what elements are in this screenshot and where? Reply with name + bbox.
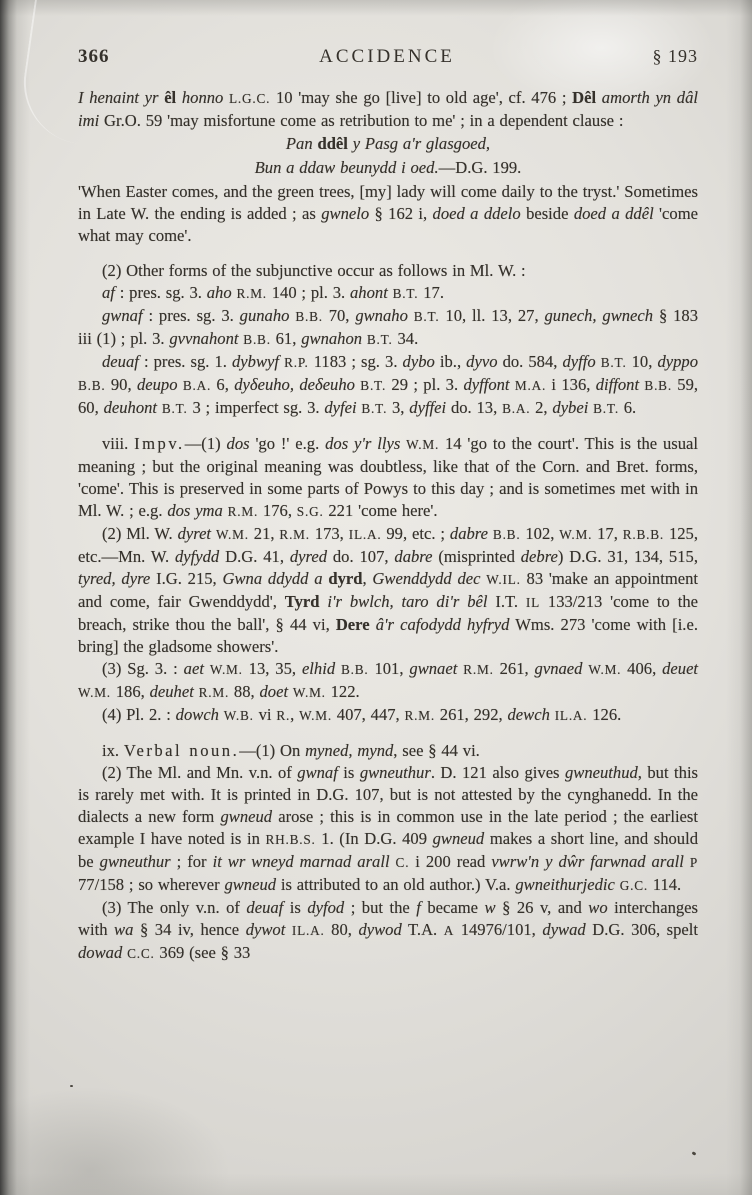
page-header bbox=[78, 46, 698, 68]
text-run: dyffont bbox=[463, 375, 510, 394]
text-run: 'come what may come'. bbox=[78, 204, 698, 245]
text-run: dabre bbox=[394, 547, 433, 566]
text-run: B.B. bbox=[644, 378, 672, 393]
text-run: 3, bbox=[387, 398, 410, 417]
text-run: gwneithurjedic bbox=[515, 875, 615, 894]
text-run: dyppo bbox=[657, 352, 699, 371]
text-run: dyfydd bbox=[175, 547, 220, 566]
text-run: B.A. bbox=[182, 378, 212, 393]
scan-speck bbox=[692, 1151, 697, 1156]
text-run: L.G.C. bbox=[229, 91, 271, 106]
text-run: viii. bbox=[102, 434, 135, 453]
text-run: dos bbox=[226, 434, 250, 453]
text-run: R.M. bbox=[463, 662, 494, 677]
text-run: y Pasg a'r glasgoed, bbox=[347, 134, 491, 153]
text-run: 133/213 'come to the breach, strike thou the ball', § 44 vi, bbox=[78, 592, 698, 634]
text-run: 29 ; pl. 3. bbox=[386, 375, 464, 394]
paragraph bbox=[78, 433, 698, 523]
text-run: dyfei bbox=[324, 398, 357, 417]
text-run: gwnaf bbox=[102, 306, 143, 325]
text-run: S.G. bbox=[296, 504, 324, 519]
text-run: —D.G. 199. bbox=[438, 158, 522, 177]
text-run: 261, bbox=[493, 659, 535, 678]
text-run: dywad bbox=[542, 920, 586, 939]
text-run: af bbox=[102, 283, 115, 302]
text-run: aho bbox=[206, 283, 232, 302]
text-run: dybo bbox=[402, 352, 435, 371]
text-run: dywod bbox=[358, 920, 402, 939]
text-run: i 200 read bbox=[409, 852, 492, 871]
text-run: ahont bbox=[350, 283, 388, 302]
text-run: D.G. 306, spelt bbox=[585, 920, 698, 939]
text-run: 83 'make an appointment and come, fair Gwenddydd', bbox=[78, 569, 699, 611]
text-run: became bbox=[420, 898, 485, 917]
text-run: amorth yn dâl imi bbox=[78, 88, 698, 130]
text-run: interchanges with bbox=[78, 898, 698, 939]
text-run: R. bbox=[276, 708, 291, 723]
text-run: B.T. bbox=[593, 401, 619, 416]
text-run: dyfod bbox=[307, 898, 345, 917]
text-run: vi bbox=[253, 705, 277, 724]
paragraph bbox=[78, 181, 698, 247]
text-run: vwrw'n y dŵr farwnad arall bbox=[491, 852, 684, 871]
text-run: elhid bbox=[301, 659, 336, 678]
text-run: B.B. bbox=[243, 332, 271, 347]
text-run: ddêl bbox=[317, 134, 348, 153]
text-run: 176, bbox=[258, 501, 297, 520]
text-run: gwnaho bbox=[355, 306, 408, 325]
paragraph bbox=[78, 260, 698, 282]
text-run: R.M. bbox=[198, 685, 230, 700]
text-run: is bbox=[283, 898, 308, 917]
text-run: êl bbox=[164, 88, 177, 107]
text-run: debre bbox=[520, 547, 558, 566]
text-run: 6. bbox=[618, 398, 637, 417]
text-run: 'go !' e.g. bbox=[249, 434, 326, 453]
text-run: 13, 35, bbox=[242, 659, 302, 678]
text-run: deuhont bbox=[103, 398, 158, 417]
text-run: dewch bbox=[507, 705, 550, 724]
text-run: Verbal noun. bbox=[123, 741, 240, 760]
text-run: W.M. bbox=[588, 662, 622, 677]
text-run: (2) The Ml. and Mn. v.n. of bbox=[102, 763, 298, 782]
text-run: w bbox=[484, 898, 496, 917]
text-run: dowch bbox=[175, 705, 219, 724]
text-run: T.A. bbox=[401, 920, 444, 939]
text-run: C. bbox=[395, 855, 410, 870]
text-run: gunaho bbox=[239, 306, 290, 325]
text-run: dabre bbox=[449, 524, 489, 543]
paragraph bbox=[78, 762, 698, 897]
text-run: I henaint yr bbox=[78, 88, 165, 107]
text-run: 369 (see § 33 bbox=[154, 943, 251, 962]
text-run: ix. bbox=[102, 741, 124, 760]
text-run: Gwenddydd dec bbox=[372, 569, 481, 588]
text-run: IL.A. bbox=[291, 923, 325, 938]
text-run: (misprinted bbox=[432, 547, 521, 566]
text-run: 114. bbox=[647, 875, 682, 894]
text-run: 14 'go to the court'. This is the usual meaning ; but the original meaning was doubtless, like that of the Corn. and Bret. forms, 'come'. This is preserved in some parts of Powys to this day ; and is sometimes met with in Ml. W. ; e.g. bbox=[78, 434, 699, 520]
paragraph bbox=[78, 282, 698, 305]
text-run: Gwna ddydd a bbox=[222, 569, 329, 588]
text-run: W.M. bbox=[559, 527, 593, 542]
text-run: 80, bbox=[324, 920, 359, 939]
text-run: § 162 i, bbox=[369, 204, 433, 223]
text-run: Bun a ddaw beunydd i oed. bbox=[254, 158, 439, 177]
text-run: 221 'come here'. bbox=[323, 501, 438, 520]
text-run: B.B. bbox=[341, 662, 369, 677]
text-run: dyffo bbox=[562, 352, 596, 371]
text-run: 261, 292, bbox=[434, 705, 508, 724]
text-run: 77/158 ; so wherever bbox=[78, 875, 225, 894]
text-run: beside bbox=[520, 204, 574, 223]
text-run: dybei bbox=[552, 398, 589, 417]
text-run: (2) Other forms of the subjunctive occur as follows in Ml. W. : bbox=[102, 261, 526, 280]
text-run: I.G. 215, bbox=[150, 569, 223, 588]
text-run: gvnaed bbox=[534, 659, 583, 678]
text-run: W.M. bbox=[209, 662, 243, 677]
text-run: W.M. bbox=[215, 527, 249, 542]
paragraph bbox=[78, 351, 698, 420]
text-run: 99, etc. ; bbox=[381, 524, 450, 543]
text-run: 10, bbox=[626, 352, 658, 371]
text-run: R.P. bbox=[284, 355, 309, 370]
text-run: B.B. bbox=[295, 309, 323, 324]
text-run: is attributed to an old author.) V.a. bbox=[276, 875, 516, 894]
paragraph bbox=[78, 305, 698, 351]
text-run: diffont bbox=[595, 375, 640, 394]
page-body bbox=[78, 87, 698, 965]
paragraph bbox=[78, 523, 698, 658]
text-run: dybwyf bbox=[231, 352, 279, 371]
text-run: B.B. bbox=[492, 527, 521, 542]
text-run: gwnaet bbox=[409, 659, 458, 678]
text-run: A bbox=[443, 923, 455, 938]
text-run: 90, bbox=[105, 375, 137, 394]
text-run: dyδeuho, deδeuho bbox=[234, 375, 355, 394]
text-run: 14976/101, bbox=[454, 920, 543, 939]
text-run: gwnaf bbox=[297, 763, 338, 782]
text-run: deuet bbox=[662, 659, 699, 678]
text-run: 21, bbox=[248, 524, 280, 543]
text-run: deupo bbox=[136, 375, 178, 394]
text-run: B.B. bbox=[78, 378, 106, 393]
text-run: W.M. bbox=[292, 685, 326, 700]
paragraph bbox=[78, 658, 698, 704]
text-run: is bbox=[337, 763, 360, 782]
text-run: B.T. bbox=[392, 286, 419, 301]
text-run: D.G. 41, bbox=[219, 547, 290, 566]
text-run: —(1) bbox=[184, 434, 227, 453]
text-run: dos yma bbox=[167, 501, 223, 520]
text-run: W.IL. bbox=[486, 572, 521, 587]
text-run: (3) The only v.n. of bbox=[102, 898, 247, 917]
text-run: do. 13, bbox=[446, 398, 503, 417]
text-run: , but this is rarely met with. It is printed in D.G. 107, but is not attested by the cynghanedd. In the dialects a new form bbox=[78, 763, 699, 826]
paragraph bbox=[78, 87, 698, 132]
text-run: do. 584, bbox=[497, 352, 563, 371]
text-run: doet bbox=[259, 682, 289, 701]
text-run: 6, bbox=[211, 375, 235, 394]
text-run: gunech, gwnech bbox=[544, 306, 654, 325]
text-run: gwnelo bbox=[321, 204, 370, 223]
text-run: , bbox=[290, 705, 300, 724]
text-run: R.M. bbox=[404, 708, 435, 723]
scan-speck bbox=[70, 1085, 73, 1087]
text-run: 10 'may she go [live] to old age', cf. 476 ; bbox=[270, 88, 573, 107]
text-run: P bbox=[689, 855, 699, 870]
text-run: doed a ddelo bbox=[432, 204, 521, 223]
text-run: do. 107, bbox=[327, 547, 395, 566]
text-run: (3) Sg. 3. : bbox=[102, 659, 184, 678]
text-run: doed a ddêl bbox=[573, 204, 654, 223]
text-run: IL bbox=[525, 595, 541, 610]
text-run: 2, bbox=[530, 398, 553, 417]
text-run: dos y'r llys bbox=[325, 434, 401, 453]
verse-line bbox=[78, 133, 698, 155]
section-number: § 193 bbox=[652, 46, 698, 66]
text-run: gwnahon bbox=[301, 329, 363, 348]
text-run: deuaf bbox=[102, 352, 139, 371]
text-run: : pres. sg. 1. bbox=[138, 352, 232, 371]
text-run: Impv. bbox=[134, 434, 185, 453]
text-run: 406, bbox=[621, 659, 663, 678]
text-run: gwneuthud bbox=[564, 763, 638, 782]
text-run: 10, ll. 13, 27, bbox=[439, 306, 545, 325]
text-run: dyred bbox=[289, 547, 328, 566]
text-run: 125, etc.—Mn. W. bbox=[78, 524, 698, 566]
text-run: B.T. bbox=[413, 309, 440, 324]
text-run: gwneuthur bbox=[359, 763, 431, 782]
text-run: : pres. sg. 3. bbox=[114, 283, 207, 302]
text-run: Pan bbox=[285, 134, 318, 153]
text-run: honno bbox=[176, 88, 230, 107]
text-run: Wms. 273 'come with [i.e. bring] the gladsome showers'. bbox=[78, 615, 698, 656]
text-run: i'r bwlch, taro di'r bêl bbox=[319, 592, 488, 611]
text-run: W.B. bbox=[223, 708, 254, 723]
text-run: i 136, bbox=[546, 375, 596, 394]
text-run: makes a short line, and should be bbox=[78, 829, 698, 871]
text-run: I.T. bbox=[487, 592, 526, 611]
text-run: G.C. bbox=[619, 878, 648, 893]
text-run: ib., bbox=[434, 352, 467, 371]
text-run: ; for bbox=[170, 852, 213, 871]
text-run: it wr wneyd marnad arall bbox=[212, 852, 390, 871]
text-run: : pres. sg. 3. bbox=[142, 306, 240, 325]
text-run: 88, bbox=[229, 682, 260, 701]
text-run: . D. 121 also gives bbox=[430, 763, 565, 782]
text-run: § 26 v, and bbox=[495, 898, 589, 917]
running-title: ACCIDENCE bbox=[319, 46, 455, 67]
text-run: R.M. bbox=[279, 527, 310, 542]
text-run: 17, bbox=[592, 524, 623, 543]
text-run: 59, 60, bbox=[78, 375, 699, 417]
text-run: gwneud bbox=[432, 829, 485, 848]
text-run: M.A. bbox=[514, 378, 547, 393]
text-run: R.M. bbox=[227, 504, 259, 519]
paragraph bbox=[78, 897, 698, 965]
text-run: arose ; this is in common use in the late period ; the earliest example I have noted is in bbox=[78, 807, 698, 848]
text-run: deuaf bbox=[246, 898, 284, 917]
text-run: (2) Ml. W. bbox=[102, 524, 178, 543]
text-run: ; but the bbox=[344, 898, 417, 917]
text-run: 101, bbox=[368, 659, 410, 678]
text-run: 102, bbox=[520, 524, 560, 543]
text-run: 61, bbox=[270, 329, 302, 348]
text-run: wa bbox=[114, 920, 134, 939]
text-run: W.M. bbox=[299, 708, 332, 723]
text-run: 70, bbox=[322, 306, 356, 325]
text-run: Gr.O. 59 'may misfortune come as retribution to me' ; in a dependent clause : bbox=[104, 111, 624, 130]
text-run: dyvo bbox=[466, 352, 498, 371]
text-run: B.T. bbox=[161, 401, 188, 416]
text-run: 1. (In D.G. 409 bbox=[315, 829, 433, 848]
text-run: W.M. bbox=[406, 437, 440, 452]
text-run: B.T. bbox=[360, 378, 387, 393]
text-run: gwneuthur bbox=[99, 852, 171, 871]
paragraph bbox=[78, 704, 698, 727]
text-run: RH.B.S. bbox=[265, 832, 316, 847]
text-run: ) D.G. 31, 134, 515, bbox=[557, 547, 698, 566]
text-run: 122. bbox=[325, 682, 360, 701]
text-run: C.C. bbox=[127, 946, 155, 961]
text-run: dowad bbox=[78, 943, 123, 962]
text-run: dywot bbox=[245, 920, 286, 939]
text-run: 140 ; pl. 3. bbox=[266, 283, 350, 302]
text-run: wo bbox=[588, 898, 608, 917]
text-run: Dêl bbox=[572, 88, 597, 107]
text-run: , bbox=[362, 569, 373, 588]
text-run: R.M. bbox=[236, 286, 267, 301]
text-run: gwneud bbox=[220, 807, 273, 826]
text-run: 1183 ; sg. 3. bbox=[308, 352, 403, 371]
text-run: (4) Pl. 2. : bbox=[102, 705, 176, 724]
text-run: tyred, dyre bbox=[78, 569, 151, 588]
text-run: IL.A. bbox=[554, 708, 588, 723]
text-run: W.M. bbox=[78, 685, 111, 700]
text-run: gvvnahont bbox=[169, 329, 239, 348]
text-run: , see § 44 vi. bbox=[393, 741, 480, 760]
text-run: 407, 447, bbox=[331, 705, 405, 724]
text-run: B.T. bbox=[600, 355, 627, 370]
text-run: § 34 iv, hence bbox=[133, 920, 246, 939]
text-run: 126. bbox=[587, 705, 622, 724]
text-run: —(1) On bbox=[239, 741, 306, 760]
text-run: Dere bbox=[335, 615, 370, 634]
text-run: 17. bbox=[418, 283, 444, 302]
text-run: 3 ; imperfect sg. 3. bbox=[187, 398, 325, 417]
text-run: B.T. bbox=[366, 332, 393, 347]
text-run: deuhet bbox=[149, 682, 194, 701]
text-run: aet bbox=[183, 659, 204, 678]
text-run: dyffei bbox=[409, 398, 447, 417]
page-content bbox=[78, 46, 698, 965]
text-run: 34. bbox=[392, 329, 419, 348]
text-run: B.T. bbox=[361, 401, 388, 416]
text-run: f bbox=[416, 898, 421, 917]
text-run: B.A. bbox=[502, 401, 531, 416]
text-run: § 183 iii (1) ; pl. 3. bbox=[78, 306, 699, 348]
verse-line bbox=[78, 157, 698, 179]
text-run: 186, bbox=[110, 682, 150, 701]
text-run: dyret bbox=[177, 524, 212, 543]
text-run: 'When Easter comes, and the green trees, [my] lady will come daily to the tryst.' Sometimes in Late W. the ending is added ; as bbox=[78, 182, 698, 223]
text-run: R.B.B. bbox=[622, 527, 665, 542]
text-run: gwneud bbox=[224, 875, 277, 894]
text-run: dyrd bbox=[328, 569, 363, 588]
page-number: 366 bbox=[78, 46, 110, 67]
text-run: Tyrd bbox=[284, 592, 320, 611]
text-run: 173, bbox=[309, 524, 349, 543]
paragraph bbox=[78, 740, 698, 762]
text-run: myned, mynd bbox=[305, 741, 394, 760]
text-run: IL.A. bbox=[348, 527, 382, 542]
text-run: â'r cafodydd hyfryd bbox=[369, 615, 510, 634]
